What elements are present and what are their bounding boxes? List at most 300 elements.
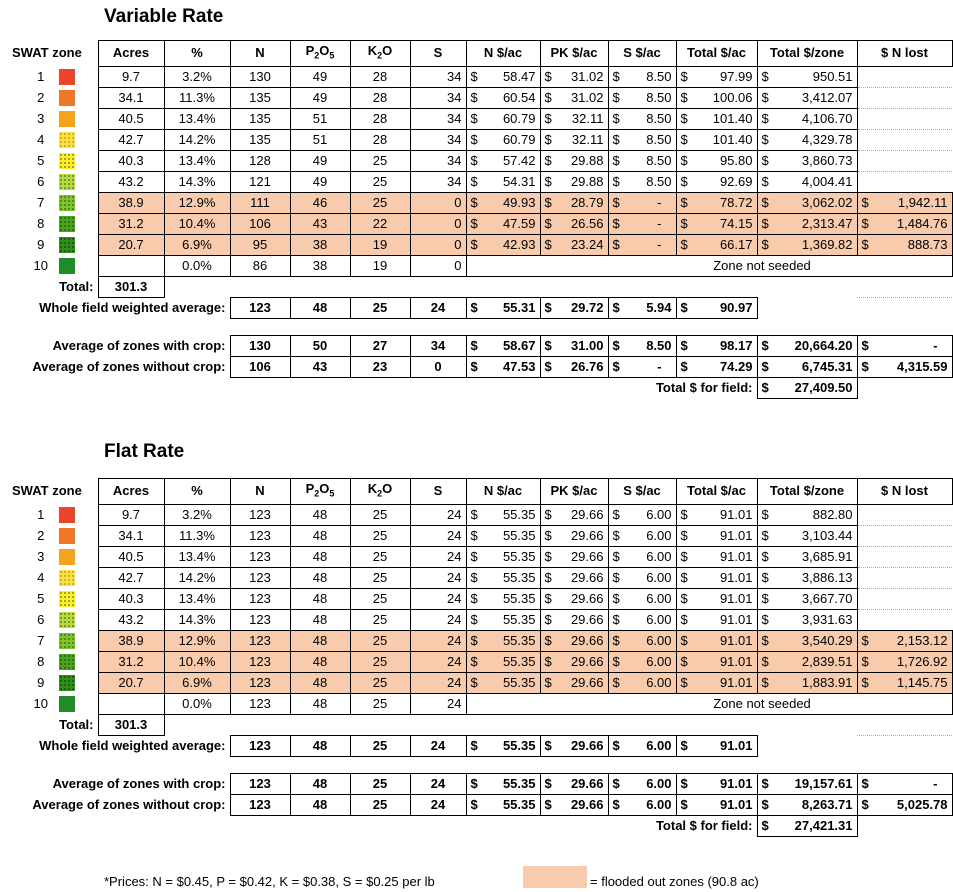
empty-cell: [608, 714, 676, 735]
money-value: [471, 505, 536, 525]
p-cell: 48: [290, 735, 350, 756]
zone-number: 2: [37, 89, 45, 105]
p-cell: 48: [290, 588, 350, 609]
zone-color-swatch: [59, 696, 75, 712]
money-value: [545, 652, 604, 672]
amount: 6.00: [646, 775, 672, 791]
amount: 8.50: [646, 89, 672, 105]
dollar-sign: $: [680, 590, 688, 606]
amount: 6.00: [646, 527, 672, 543]
acres-cell: 42.7: [98, 567, 164, 588]
p-cell: 48: [290, 651, 350, 672]
dollar-sign: $: [680, 674, 688, 690]
money-value: [545, 631, 604, 651]
amount: 8.50: [646, 68, 672, 84]
k-cell: 23: [350, 356, 410, 377]
amount: 90.97: [719, 299, 753, 315]
dollar-sign: $: [761, 194, 769, 210]
dollar-sign: $: [680, 110, 688, 126]
column-header: SWAT zone: [12, 45, 82, 61]
dollar-sign: $: [612, 590, 620, 606]
p-cell: 48: [290, 794, 350, 815]
dollar-sign: $: [761, 506, 769, 522]
money-value: [471, 774, 536, 794]
percent-cell: 14.2%: [164, 129, 230, 150]
dollar-sign: $: [470, 632, 478, 648]
money-value: [681, 795, 753, 815]
money-value: [762, 526, 853, 546]
zone-cell: [0, 567, 98, 588]
zone-color-swatch: [59, 528, 75, 544]
n-cell: 135: [230, 87, 290, 108]
money-value: [545, 736, 604, 756]
k-cell: 25: [350, 693, 410, 714]
amount: 8.50: [646, 131, 672, 147]
percent-cell: 13.4%: [164, 546, 230, 567]
money-value: [545, 795, 604, 815]
empty-cell: [350, 714, 410, 735]
empty-cell: [857, 504, 952, 525]
money-value: [471, 652, 536, 672]
dollar-sign: $: [680, 775, 688, 791]
dollar-sign: $: [544, 548, 552, 564]
amount: 3,685.91: [801, 548, 853, 564]
dollar-sign: $: [761, 358, 769, 374]
empty-cell: [540, 714, 608, 735]
dollar-sign: $: [761, 236, 769, 252]
dollar-sign: $: [544, 611, 552, 627]
k-cell: 25: [350, 567, 410, 588]
amount: 4,315.59: [896, 358, 948, 374]
n-cell: 123: [230, 651, 290, 672]
dollar-sign: $: [612, 611, 620, 627]
dollar-sign: $: [544, 796, 552, 812]
p-cell: 46: [290, 192, 350, 213]
n-cell: 135: [230, 129, 290, 150]
dollar-sign: $: [544, 674, 552, 690]
zone-number: 6: [37, 611, 45, 627]
zone-color-swatch: [59, 675, 75, 691]
k-cell: 19: [350, 234, 410, 255]
amount: 91.01: [719, 737, 753, 753]
amount: 55.35: [502, 632, 536, 648]
k-cell: 25: [350, 546, 410, 567]
without-label: Average of zones without crop:: [32, 358, 226, 374]
p-cell: 48: [290, 630, 350, 651]
p-cell: 48: [290, 546, 350, 567]
dollar-sign: $: [612, 68, 620, 84]
n-cell: 121: [230, 171, 290, 192]
with-label: Average of zones with crop:: [52, 775, 226, 791]
weighted-average-label: Whole field weighted average:: [39, 299, 226, 315]
money-value: [762, 816, 853, 836]
acres-cell: 40.3: [98, 150, 164, 171]
amount: 91.01: [719, 590, 753, 606]
dollar-sign: $: [680, 506, 688, 522]
dollar-sign: $: [761, 817, 769, 833]
column-header: N $/ac: [466, 479, 540, 505]
zone-number: 4: [37, 131, 45, 147]
amount: 3,412.07: [801, 89, 853, 105]
amount: 3,886.13: [801, 569, 853, 585]
amount: 55.35: [502, 796, 536, 812]
amount: 91.01: [719, 653, 753, 669]
column-header: PK $/ac: [540, 41, 608, 67]
flooded-zone-row: [0, 672, 952, 693]
percent-cell: 6.9%: [164, 672, 230, 693]
empty-cell: [164, 714, 230, 735]
money-value: [613, 774, 672, 794]
percent-cell: 14.2%: [164, 567, 230, 588]
money-value: [471, 795, 536, 815]
zone-color-swatch: [59, 570, 75, 586]
amount: 29.88: [570, 152, 604, 168]
dollar-sign: $: [680, 653, 688, 669]
price-footnote: *Prices: N = $0.45, P = $0.42, K = $0.38, S = $0.25 per lb: [104, 874, 435, 889]
zone-color-swatch: [59, 549, 75, 565]
s-cell: 24: [410, 546, 466, 567]
dollar-sign: $: [470, 506, 478, 522]
empty-cell: [857, 525, 952, 546]
dollar-sign: $: [470, 611, 478, 627]
s-cell: 34: [410, 171, 466, 192]
amount: 78.72: [719, 194, 753, 210]
amount: 29.66: [570, 527, 604, 543]
amount: 32.11: [571, 110, 604, 126]
amount: 6.00: [646, 569, 672, 585]
column-header: $ N lost: [857, 41, 952, 67]
amount: 6.00: [646, 796, 672, 812]
dollar-sign: $: [761, 632, 769, 648]
amount: 55.35: [502, 611, 536, 627]
dollar-sign: $: [544, 89, 552, 105]
n-cell: 123: [230, 567, 290, 588]
amount: 54.31: [502, 173, 536, 189]
money-value: [471, 526, 536, 546]
empty-cell: [466, 714, 540, 735]
percent-cell: 10.4%: [164, 213, 230, 234]
money-value: [762, 673, 853, 693]
money-value: [613, 652, 672, 672]
acres-cell: 40.3: [98, 588, 164, 609]
dollar-sign: $: [612, 110, 620, 126]
dollar-sign: $: [761, 653, 769, 669]
money-value: [471, 673, 536, 693]
dollar-sign: $: [680, 194, 688, 210]
acres-cell: 9.7: [98, 66, 164, 87]
money-value: [613, 547, 672, 567]
n-cell: 123: [230, 546, 290, 567]
acres-cell: 38.9: [98, 630, 164, 651]
acres-cell: 31.2: [98, 213, 164, 234]
acres-cell: 43.2: [98, 609, 164, 630]
dollar-sign: $: [544, 653, 552, 669]
dollar-sign: $: [761, 173, 769, 189]
dollar-sign: $: [544, 775, 552, 791]
dollar-sign: $: [761, 68, 769, 84]
s-cell: 34: [410, 87, 466, 108]
dollar-sign: $: [612, 337, 620, 353]
n-cell: 123: [230, 504, 290, 525]
amount: 60.79: [502, 131, 536, 147]
amount: 1,369.82: [801, 236, 853, 252]
zone-cell: [0, 546, 98, 567]
acres-cell: 38.9: [98, 192, 164, 213]
n-cell: 123: [230, 773, 290, 794]
dollar-sign: $: [761, 89, 769, 105]
amount: -: [657, 194, 662, 210]
dollar-sign: $: [470, 299, 478, 315]
amount: 3,667.70: [801, 590, 853, 606]
dollar-sign: $: [612, 737, 620, 753]
money-value: [762, 652, 853, 672]
p-cell: 48: [290, 693, 350, 714]
header-row: [0, 479, 952, 505]
amount: 19,157.61: [794, 775, 853, 791]
dollar-sign: $: [470, 527, 478, 543]
amount: 6,745.31: [801, 358, 853, 374]
dollar-sign: $: [761, 611, 769, 627]
p-cell: 38: [290, 234, 350, 255]
zone-number: 10: [33, 257, 48, 273]
dollar-sign: $: [470, 548, 478, 564]
amount: 29.66: [570, 775, 604, 791]
money-value: [471, 547, 536, 567]
amount: 91.01: [719, 775, 753, 791]
dollar-sign: $: [680, 569, 688, 585]
dollar-sign: $: [544, 68, 552, 84]
amount: 31.02: [570, 89, 604, 105]
amount: -: [933, 337, 938, 353]
column-header: Acres: [98, 41, 164, 67]
amount: -: [657, 215, 662, 231]
dollar-sign: $: [861, 775, 869, 791]
amount: 91.01: [719, 611, 753, 627]
k-cell: 27: [350, 335, 410, 356]
s-cell: 0: [410, 234, 466, 255]
amount: 91.01: [719, 796, 753, 812]
zone-number: 9: [37, 236, 45, 252]
amount: 1,942.11: [897, 194, 948, 210]
percent-cell: 3.2%: [164, 504, 230, 525]
amount: 55.35: [502, 548, 536, 564]
money-value: [545, 547, 604, 567]
dollar-sign: $: [470, 110, 478, 126]
s-cell: 0: [410, 192, 466, 213]
zone-number: 9: [37, 674, 45, 690]
k-cell: 25: [350, 525, 410, 546]
money-value: [545, 526, 604, 546]
amount: 29.66: [570, 611, 604, 627]
column-header: %: [164, 479, 230, 505]
dollar-sign: $: [761, 215, 769, 231]
n-cell: 106: [230, 213, 290, 234]
amount: 42.93: [502, 236, 536, 252]
amount: 950.51: [812, 68, 853, 84]
money-value: [762, 631, 853, 651]
amount: 95.80: [719, 152, 753, 168]
zone-row: [0, 567, 952, 588]
p-cell: 48: [290, 567, 350, 588]
percent-cell: 10.4%: [164, 651, 230, 672]
p-cell: 51: [290, 108, 350, 129]
amount: 98.17: [719, 337, 753, 353]
amount: 3,103.44: [801, 527, 853, 543]
amount: 6.00: [646, 653, 672, 669]
column-header: Acres: [98, 479, 164, 505]
dollar-sign: $: [861, 674, 869, 690]
zone-cell: [0, 588, 98, 609]
zone-number: 5: [37, 152, 45, 168]
amount: 28.79: [570, 194, 604, 210]
dollar-sign: $: [680, 527, 688, 543]
column-header: $ N lost: [857, 479, 952, 505]
amount: 20,664.20: [794, 337, 853, 353]
dollar-sign: $: [470, 569, 478, 585]
zone-number: 6: [37, 173, 45, 189]
percent-cell: 11.3%: [164, 87, 230, 108]
percent-cell: 14.3%: [164, 171, 230, 192]
p-cell: 43: [290, 356, 350, 377]
data-table: [0, 478, 953, 837]
p-cell: 43: [290, 213, 350, 234]
p-cell: 51: [290, 129, 350, 150]
s-cell: 0: [410, 255, 466, 276]
dollar-sign: $: [470, 653, 478, 669]
amount: 6.00: [646, 674, 672, 690]
acres-cell: 43.2: [98, 171, 164, 192]
total-acres: 301.3: [98, 276, 164, 297]
total-label: Total:: [59, 278, 94, 294]
acres-cell: 31.2: [98, 651, 164, 672]
zone-cell: [0, 693, 98, 714]
dollar-sign: $: [470, 152, 478, 168]
without-label: Average of zones without crop:: [32, 796, 226, 812]
dollar-sign: $: [761, 152, 769, 168]
money-value: [862, 774, 948, 794]
money-value: [471, 610, 536, 630]
amount: 74.15: [719, 215, 753, 231]
dollar-sign: $: [680, 299, 688, 315]
dollar-sign: $: [861, 653, 869, 669]
amount: 1,726.92: [896, 653, 948, 669]
amount: 97.99: [719, 68, 753, 84]
money-value: [613, 589, 672, 609]
s-cell: 24: [410, 609, 466, 630]
dollar-sign: $: [612, 796, 620, 812]
dollar-sign: $: [470, 173, 478, 189]
s-cell: 24: [410, 794, 466, 815]
dollar-sign: $: [470, 337, 478, 353]
dollar-sign: $: [861, 632, 869, 648]
dollar-sign: $: [680, 89, 688, 105]
s-cell: 0: [410, 356, 466, 377]
money-value: [681, 610, 753, 630]
dollar-sign: $: [612, 131, 620, 147]
zone-number: 5: [37, 590, 45, 606]
amount: 29.72: [570, 299, 604, 315]
k-cell: 25: [350, 773, 410, 794]
money-value: [545, 568, 604, 588]
amount: 4,004.41: [801, 173, 853, 189]
dollar-sign: $: [470, 674, 478, 690]
k-cell: 28: [350, 129, 410, 150]
zone-color-swatch: [59, 612, 75, 628]
dollar-sign: $: [680, 737, 688, 753]
s-cell: 24: [410, 651, 466, 672]
amount: 31.02: [570, 68, 604, 84]
empty-cell: [676, 714, 757, 735]
amount: 5.94: [646, 299, 672, 315]
dollar-sign: $: [544, 194, 552, 210]
money-value: [545, 589, 604, 609]
amount: 58.47: [502, 68, 536, 84]
column-header: Total $/ac: [676, 41, 757, 67]
acres-cell: 34.1: [98, 525, 164, 546]
dollar-sign: $: [544, 569, 552, 585]
dollar-sign: $: [470, 796, 478, 812]
money-value: [471, 631, 536, 651]
n-cell: 128: [230, 150, 290, 171]
s-cell: 24: [410, 693, 466, 714]
s-cell: 34: [410, 129, 466, 150]
money-value: [471, 589, 536, 609]
zone-number: 8: [37, 215, 45, 231]
flooded-zone-row: [0, 630, 952, 651]
dollar-sign: $: [761, 110, 769, 126]
dollar-sign: $: [761, 131, 769, 147]
k-cell: 25: [350, 504, 410, 525]
k-cell: 25: [350, 171, 410, 192]
dollar-sign: $: [761, 569, 769, 585]
dollar-sign: $: [680, 337, 688, 353]
flooded-legend-label: = flooded out zones (90.8 ac): [590, 874, 759, 889]
amount: 55.35: [502, 527, 536, 543]
amount: 91.01: [719, 674, 753, 690]
dollar-sign: $: [680, 796, 688, 812]
amount: 55.35: [502, 590, 536, 606]
p-cell: 48: [290, 297, 350, 318]
money-value: [613, 526, 672, 546]
amount: 31.00: [570, 337, 604, 353]
percent-cell: 0.0%: [164, 255, 230, 276]
amount: 2,839.51: [801, 653, 853, 669]
dollar-sign: $: [612, 89, 620, 105]
empty-cell: [857, 714, 952, 735]
percent-cell: 6.9%: [164, 234, 230, 255]
dollar-sign: $: [470, 358, 478, 374]
amount: 3,062.02: [801, 194, 853, 210]
total-row: [0, 714, 952, 735]
money-value: [613, 610, 672, 630]
amount: 55.35: [502, 775, 536, 791]
money-value: [545, 774, 604, 794]
dollar-sign: $: [612, 299, 620, 315]
money-value: [862, 652, 948, 672]
money-value: [681, 673, 753, 693]
column-header: $K_2O$: [350, 41, 410, 67]
percent-cell: 13.4%: [164, 150, 230, 171]
amount: 29.66: [570, 569, 604, 585]
dollar-sign: $: [544, 131, 552, 147]
money-value: [862, 631, 948, 651]
dollar-sign: $: [612, 215, 620, 231]
dollar-sign: $: [544, 506, 552, 522]
amount: 60.54: [502, 89, 536, 105]
zone-row: [0, 525, 952, 546]
money-value: [762, 505, 853, 525]
s-cell: 24: [410, 525, 466, 546]
